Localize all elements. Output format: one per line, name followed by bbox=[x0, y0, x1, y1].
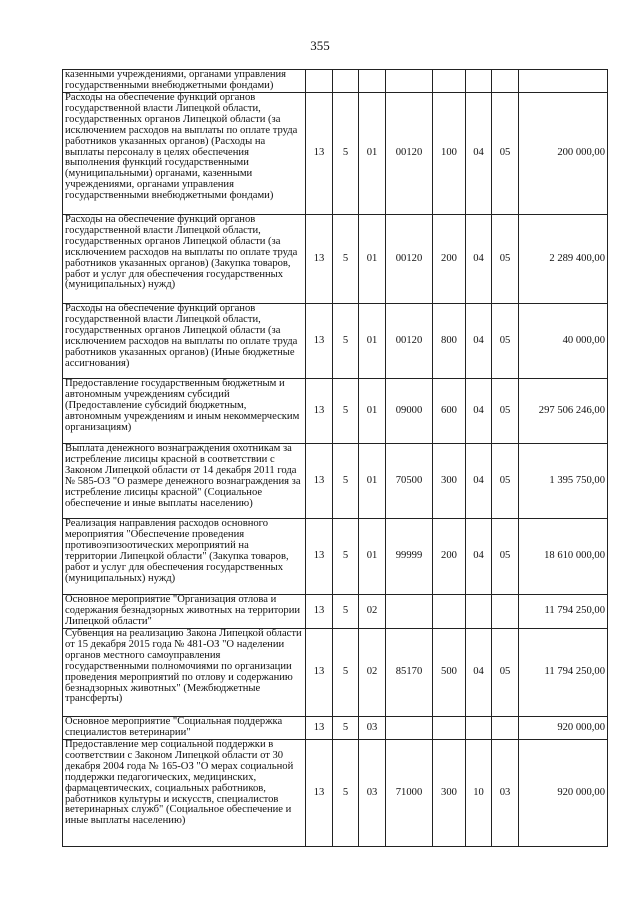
section-code: 5 bbox=[333, 519, 359, 595]
section-code: 5 bbox=[333, 595, 359, 629]
expense-type-code: 200 bbox=[433, 215, 466, 304]
code-col-2: 05 bbox=[492, 304, 519, 379]
expense-type-code: 800 bbox=[433, 304, 466, 379]
row-description: Расходы на обеспечение функций органов государственной власти Липецкой области, государственных органов Липецкой области (за исключением расходов на выплаты по оплате труда работников указанных органов) (Закупка товаров, работ и услуг для обеспечения государственных (муниципальных) нужд) bbox=[63, 215, 306, 304]
code-col-2 bbox=[492, 595, 519, 629]
table-row bbox=[63, 379, 608, 444]
expense-type-code: 200 bbox=[433, 519, 466, 595]
row-description: Расходы на обеспечение функций органов государственной власти Липецкой области, государственных органов Липецкой области (за исключением расходов на выплаты по оплате труда работников указанных органов) (Иные бюджетные ассигнования) bbox=[63, 304, 306, 379]
target-code: 71000 bbox=[386, 740, 433, 847]
target-code bbox=[386, 595, 433, 629]
code-col-1: 04 bbox=[466, 93, 492, 215]
expense-type-code bbox=[433, 595, 466, 629]
code-col-2 bbox=[492, 70, 519, 93]
amount: 18 610 000,00 bbox=[519, 519, 608, 595]
table-row bbox=[63, 595, 608, 629]
admin-code: 13 bbox=[306, 740, 333, 847]
code-col-1: 04 bbox=[466, 444, 492, 519]
row-description: Предоставление государственным бюджетным и автономным учреждениям субсидий (Предоставление субсидий бюджетным, автономным учреждениям и иным некоммерческим организациям) bbox=[63, 379, 306, 444]
target-code bbox=[386, 717, 433, 740]
target-code: 00120 bbox=[386, 304, 433, 379]
section-code: 5 bbox=[333, 215, 359, 304]
admin-code: 13 bbox=[306, 519, 333, 595]
code-col-2: 05 bbox=[492, 379, 519, 444]
amount: 297 506 246,00 bbox=[519, 379, 608, 444]
subsection-code: 01 bbox=[359, 304, 386, 379]
code-col-1: 04 bbox=[466, 304, 492, 379]
subsection-code: 02 bbox=[359, 629, 386, 717]
amount: 200 000,00 bbox=[519, 93, 608, 215]
code-col-2: 05 bbox=[492, 93, 519, 215]
expense-type-code: 300 bbox=[433, 740, 466, 847]
amount: 920 000,00 bbox=[519, 740, 608, 847]
admin-code: 13 bbox=[306, 93, 333, 215]
row-description: Основное мероприятие "Организация отлова и содержания безнадзорных животных на территории Липецкой области" bbox=[63, 595, 306, 629]
code-col-1: 10 bbox=[466, 740, 492, 847]
budget-table bbox=[62, 69, 608, 847]
target-code: 09000 bbox=[386, 379, 433, 444]
row-description: Реализация направления расходов основного мероприятия "Обеспечение проведения противоэпизоотических мероприятий на территории Липецкой области" (Закупка товаров, работ и услуг для обеспечения государственных (муниципальных) нужд) bbox=[63, 519, 306, 595]
code-col-1: 04 bbox=[466, 215, 492, 304]
table-row bbox=[63, 304, 608, 379]
expense-type-code bbox=[433, 717, 466, 740]
expense-type-code: 600 bbox=[433, 379, 466, 444]
amount: 2 289 400,00 bbox=[519, 215, 608, 304]
section-code: 5 bbox=[333, 717, 359, 740]
table-row bbox=[63, 740, 608, 847]
subsection-code: 03 bbox=[359, 717, 386, 740]
target-code: 00120 bbox=[386, 215, 433, 304]
expense-type-code: 500 bbox=[433, 629, 466, 717]
admin-code: 13 bbox=[306, 304, 333, 379]
subsection-code: 01 bbox=[359, 93, 386, 215]
page-number: 355 bbox=[310, 38, 330, 53]
row-description: Выплата денежного вознаграждения охотникам за истребление лисицы красной в соответствии с Законом Липецкой области от 14 декабря 2011 года № 585-ОЗ "О размере денежного вознаграждения за истребление лисицы красной" (Социальное обеспечение и иные выплаты населению) bbox=[63, 444, 306, 519]
table-row bbox=[63, 93, 608, 215]
code-col-2: 05 bbox=[492, 215, 519, 304]
table-row bbox=[63, 717, 608, 740]
amount bbox=[519, 70, 608, 93]
row-description: Расходы на обеспечение функций органов государственной власти Липецкой области, государственных органов Липецкой области (за исключением расходов на выплаты по оплате труда работников указанных органов) (Расходы на выплаты персоналу в целях обеспечения выполнения функций государственными (муниципальными) органами, казенными учреждениями, органами управления государственными внебюджетными фондами) bbox=[63, 93, 306, 215]
code-col-1: 04 bbox=[466, 379, 492, 444]
subsection-code: 03 bbox=[359, 740, 386, 847]
row-description: казенными учреждениями, органами управления государственными внебюджетными фондами) bbox=[63, 70, 306, 93]
row-description: Основное мероприятие "Социальная поддержка специалистов ветеринарии" bbox=[63, 717, 306, 740]
table-row bbox=[63, 70, 608, 93]
target-code: 00120 bbox=[386, 93, 433, 215]
admin-code: 13 bbox=[306, 595, 333, 629]
expense-type-code bbox=[433, 70, 466, 93]
code-col-2: 05 bbox=[492, 629, 519, 717]
section-code: 5 bbox=[333, 93, 359, 215]
code-col-1 bbox=[466, 595, 492, 629]
code-col-1: 04 bbox=[466, 519, 492, 595]
table-row bbox=[63, 519, 608, 595]
target-code: 99999 bbox=[386, 519, 433, 595]
amount: 11 794 250,00 bbox=[519, 629, 608, 717]
amount: 920 000,00 bbox=[519, 717, 608, 740]
target-code bbox=[386, 70, 433, 93]
admin-code: 13 bbox=[306, 629, 333, 717]
section-code: 5 bbox=[333, 740, 359, 847]
table-row bbox=[63, 444, 608, 519]
section-code bbox=[333, 70, 359, 93]
code-col-2: 05 bbox=[492, 519, 519, 595]
expense-type-code: 100 bbox=[433, 93, 466, 215]
amount: 40 000,00 bbox=[519, 304, 608, 379]
code-col-1: 04 bbox=[466, 629, 492, 717]
expense-type-code: 300 bbox=[433, 444, 466, 519]
code-col-2 bbox=[492, 717, 519, 740]
target-code: 85170 bbox=[386, 629, 433, 717]
table-row bbox=[63, 629, 608, 717]
subsection-code bbox=[359, 70, 386, 93]
admin-code bbox=[306, 70, 333, 93]
subsection-code: 01 bbox=[359, 519, 386, 595]
admin-code: 13 bbox=[306, 379, 333, 444]
admin-code: 13 bbox=[306, 444, 333, 519]
subsection-code: 01 bbox=[359, 444, 386, 519]
target-code: 70500 bbox=[386, 444, 433, 519]
code-col-1 bbox=[466, 717, 492, 740]
code-col-1 bbox=[466, 70, 492, 93]
section-code: 5 bbox=[333, 379, 359, 444]
admin-code: 13 bbox=[306, 215, 333, 304]
row-description: Субвенция на реализацию Закона Липецкой области от 15 декабря 2015 года № 481-ОЗ "О наделении органов местного самоуправления государственными полномочиями по организации проведения мероприятий по отлову и содержанию безнадзорных животных" (Межбюджетные трансферты) bbox=[63, 629, 306, 717]
table-row bbox=[63, 215, 608, 304]
section-code: 5 bbox=[333, 444, 359, 519]
code-col-2: 03 bbox=[492, 740, 519, 847]
amount: 1 395 750,00 bbox=[519, 444, 608, 519]
section-code: 5 bbox=[333, 629, 359, 717]
code-col-2: 05 bbox=[492, 444, 519, 519]
subsection-code: 02 bbox=[359, 595, 386, 629]
admin-code: 13 bbox=[306, 717, 333, 740]
subsection-code: 01 bbox=[359, 215, 386, 304]
section-code: 5 bbox=[333, 304, 359, 379]
amount: 11 794 250,00 bbox=[519, 595, 608, 629]
subsection-code: 01 bbox=[359, 379, 386, 444]
row-description: Предоставление мер социальной поддержки в соответствии с Законом Липецкой области от 30 декабря 2004 года № 165-ОЗ "О мерах социальной поддержки педагогических, медицинских, фармацевтических, социальных работников, работников культуры и искусств, специалистов ветеринарных служб" (Социальное обеспечение и иные выплаты населению) bbox=[63, 740, 306, 847]
